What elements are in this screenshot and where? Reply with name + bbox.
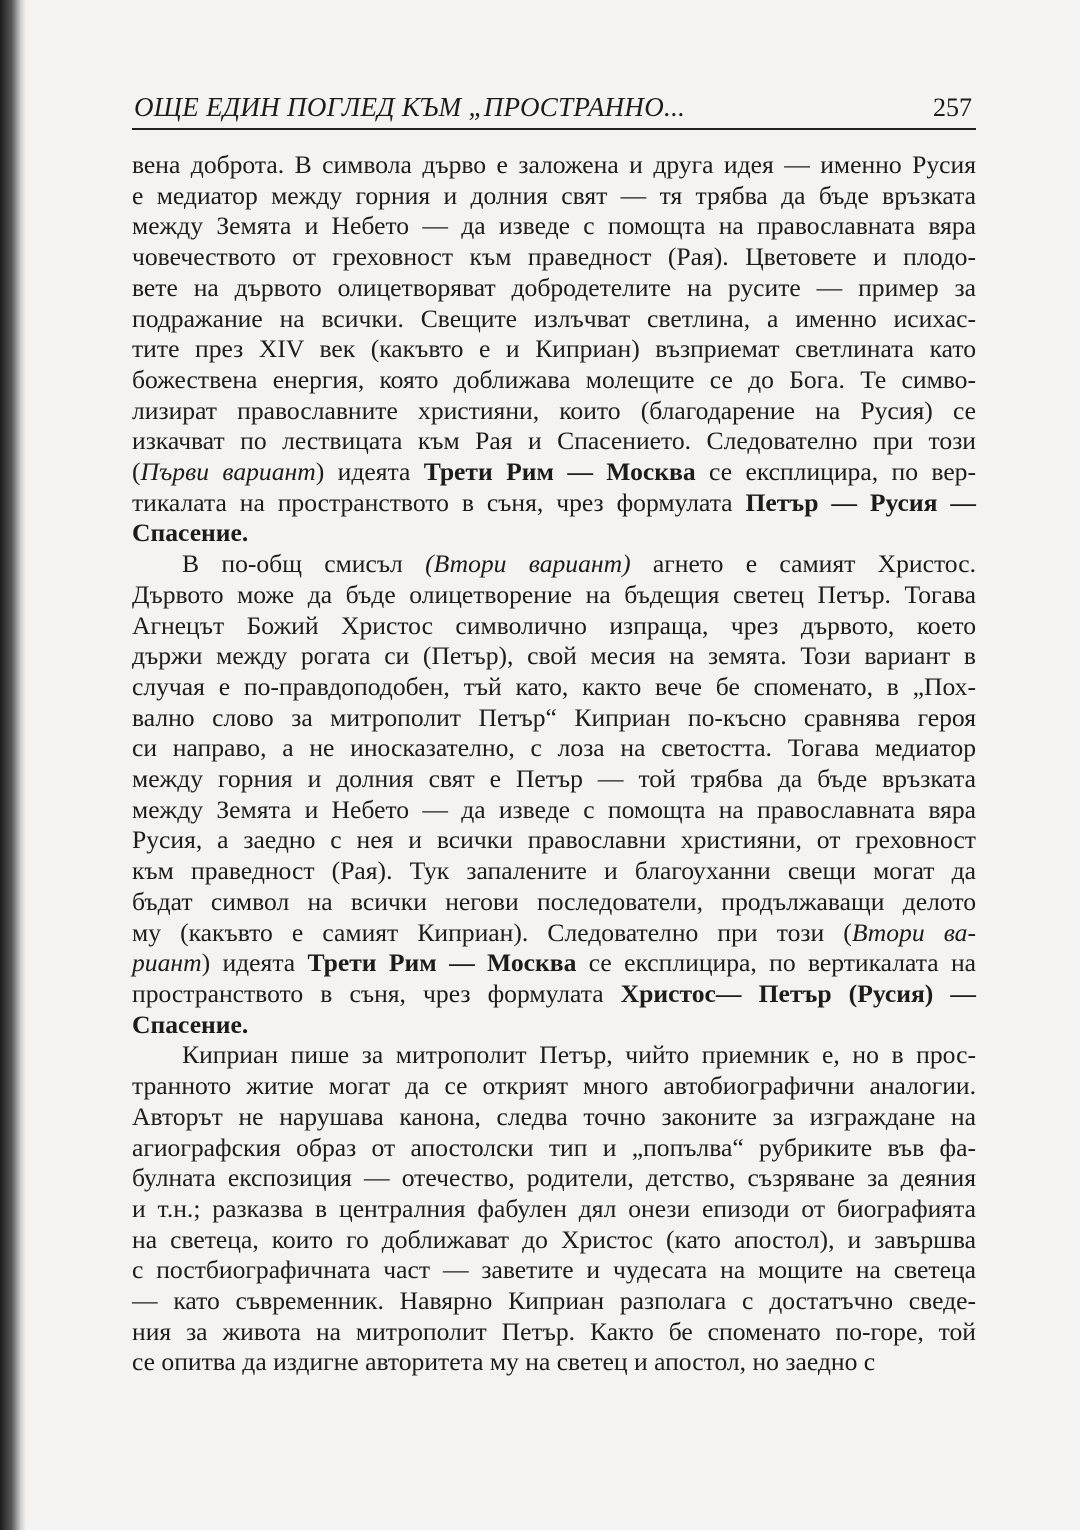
- text-line: [132, 242, 976, 273]
- text-run: към праведност (Рая). Тук запалените и благоуханни свещи могат да: [132, 856, 976, 886]
- text-run: Дървото може да бъде олицетворение на бъдещия светец Петър. Тогава: [132, 579, 976, 609]
- text-run: между Земята и Небето — да изведе с помощта на православната вяра: [132, 794, 976, 824]
- text-line: [132, 1286, 976, 1317]
- text-run: и т.н.; разказва в централния фабулен дял онези епизоди от биографията: [132, 1193, 976, 1223]
- text-line: [132, 150, 976, 181]
- text-run: тите през XIV век (какъвто е и Киприан) възприемат светлината като: [132, 334, 976, 364]
- text-run: с постбиографичната част — заветите и чудесата на мощите на светеца: [132, 1255, 976, 1285]
- text-run: лизират православните християни, които (благодарение на Русия) се: [132, 395, 976, 425]
- text-run: държи между рогата си (Петър), свой месия на земята. Този вариант в: [132, 641, 976, 671]
- text-line: [132, 764, 976, 795]
- text-run: е медиатор между горния и долния свят — тя трябва да бъде връзката: [132, 180, 976, 210]
- text-line: [132, 1010, 976, 1041]
- text-line: [132, 273, 976, 304]
- text-run: вете на дървото олицетворяват добродетелите на русите — пример за: [132, 272, 976, 302]
- text-line: [132, 1040, 976, 1071]
- running-head-title: ОЩЕ ЕДИН ПОГЛЕД КЪМ „ПРОСТРАННО...: [134, 92, 686, 122]
- text-run: подражание на всички. Свещите излъчват светлина, а именно исихас-: [132, 303, 976, 333]
- text-line: [132, 1317, 976, 1348]
- text-line: [132, 703, 976, 734]
- text-run: Киприан пише за митрополит Петър, чийто приемник е, но в прос-: [182, 1040, 976, 1070]
- text-run: вално слово за митрополит Петър“ Киприан по-късно сравнява героя: [132, 702, 976, 732]
- text-line: [132, 795, 976, 826]
- text-run: агиографския образ от апостолски тип и „попълва“ рубриките във фа-: [132, 1132, 976, 1162]
- text-line: [132, 825, 976, 856]
- text-line: [132, 1102, 976, 1133]
- text-line: [132, 1225, 976, 1256]
- text-run: Русия, а заедно с нея и всички православни християни, от греховност: [132, 825, 976, 855]
- text-line: [132, 672, 976, 703]
- text-line: [132, 457, 976, 488]
- text-run: ) идеята: [201, 948, 308, 978]
- text-run: вена доброта. В символа дърво е заложена и друга идея — именно Русия: [132, 150, 976, 179]
- text-run: агнето е самият Христос.: [630, 549, 976, 579]
- text-run: му (какъвто е самият Киприан). Следователно при този (: [132, 917, 852, 947]
- text-line: [132, 1194, 976, 1225]
- text-run: булната експозиция — отечество, родители, детство, съзряване за деяния: [132, 1163, 976, 1193]
- text-run: (: [132, 457, 141, 487]
- text-run: транното житие могат да се открият много автобиографични аналогии.: [132, 1071, 976, 1101]
- text-line: [132, 887, 976, 918]
- text-line: [132, 979, 976, 1010]
- text-run: се експлицира, по вер-: [695, 457, 976, 487]
- text-run: Авторът не нарушава канона, следва точно законите за изграждане на: [132, 1101, 976, 1131]
- text-line: [132, 918, 976, 949]
- text-run: между Земята и Небето — да изведе с помощта на православната вяра: [132, 211, 976, 241]
- text-run: бъдат символ на всички негови последователи, продължаващи делото: [132, 886, 976, 916]
- paragraph: [132, 150, 976, 549]
- italic-text: Втори ва-: [851, 917, 976, 947]
- text-line: [132, 580, 976, 611]
- paragraph: [132, 549, 976, 1040]
- text-run: божествена енергия, която доближава молещите се до Бога. Те симво-: [132, 364, 976, 394]
- running-head: [132, 92, 976, 130]
- text-line: [132, 488, 976, 519]
- text-line: [132, 641, 976, 672]
- text-line: [132, 549, 976, 580]
- book-spine-shadow: [0, 0, 26, 1530]
- bold-text: Петър — Русия —: [745, 487, 976, 517]
- text-line: [132, 334, 976, 365]
- text-line: [132, 611, 976, 642]
- page-number: 257: [933, 93, 972, 122]
- text-run: си направо, а не иносказателно, с лоза на светостта. Тогава медиатор: [132, 733, 976, 763]
- bold-text: Трети Рим — Москва: [307, 948, 577, 978]
- text-run: Агнецът Божий Христос символично изпраща, чрез дървото, което: [132, 610, 976, 640]
- body-text: [132, 150, 976, 1378]
- text-line: [132, 518, 976, 549]
- bold-text: Христос— Петър (Русия) —: [620, 978, 977, 1008]
- text-line: [132, 1347, 976, 1378]
- text-line: [132, 304, 976, 335]
- italic-text: риант: [132, 948, 202, 978]
- bold-text: Спасение.: [132, 1009, 249, 1039]
- text-run: случая е по-правдоподобен, тъй като, както вече бе споменато, в „Пох-: [132, 671, 976, 701]
- text-line: [132, 181, 976, 212]
- text-line: [132, 948, 976, 979]
- text-line: [132, 1255, 976, 1286]
- text-run: — като съвременник. Навярно Киприан разполага с достатъчно сведе-: [132, 1286, 976, 1316]
- text-run: човечеството от греховност към праведност (Рая). Цветовете и плодо-: [132, 242, 976, 272]
- book-page: [132, 92, 976, 1378]
- text-line: [132, 1163, 976, 1194]
- text-run: ния за живота на митрополит Петър. Както бе споменато по-горе, той: [132, 1316, 976, 1346]
- text-line: [132, 211, 976, 242]
- text-line: [132, 1071, 976, 1102]
- text-run: се експлицира, по вертикалата на: [576, 948, 977, 978]
- italic-text: Първи вариант: [140, 457, 316, 487]
- paragraph: [132, 1040, 976, 1378]
- bold-text: Спасение.: [132, 518, 249, 548]
- text-line: [132, 365, 976, 396]
- italic-text: (Втори вариант): [425, 549, 631, 579]
- bold-text: Трети Рим — Москва: [423, 457, 696, 487]
- text-line: [132, 426, 976, 457]
- text-run: между горния и долния свят е Петър — той трябва да бъде връзката: [132, 764, 976, 794]
- text-line: [132, 733, 976, 764]
- text-line: [132, 856, 976, 887]
- text-line: [132, 1133, 976, 1164]
- text-run: на светеца, които го доближават до Христос (като апостол), и завършва: [132, 1224, 976, 1254]
- text-run: В по-общ смисъл: [182, 549, 426, 579]
- text-line: [132, 396, 976, 427]
- text-run: тикалата на пространството в съня, чрез формулата: [132, 487, 746, 517]
- text-run: ) идеята: [315, 457, 424, 487]
- text-run: се опитва да издигне авторитета му на светец и апостол, но заедно с: [132, 1347, 876, 1377]
- text-run: пространството в съня, чрез формулата: [132, 978, 621, 1008]
- text-run: изкачват по лествицата към Рая и Спасението. Следователно при този: [132, 426, 976, 456]
